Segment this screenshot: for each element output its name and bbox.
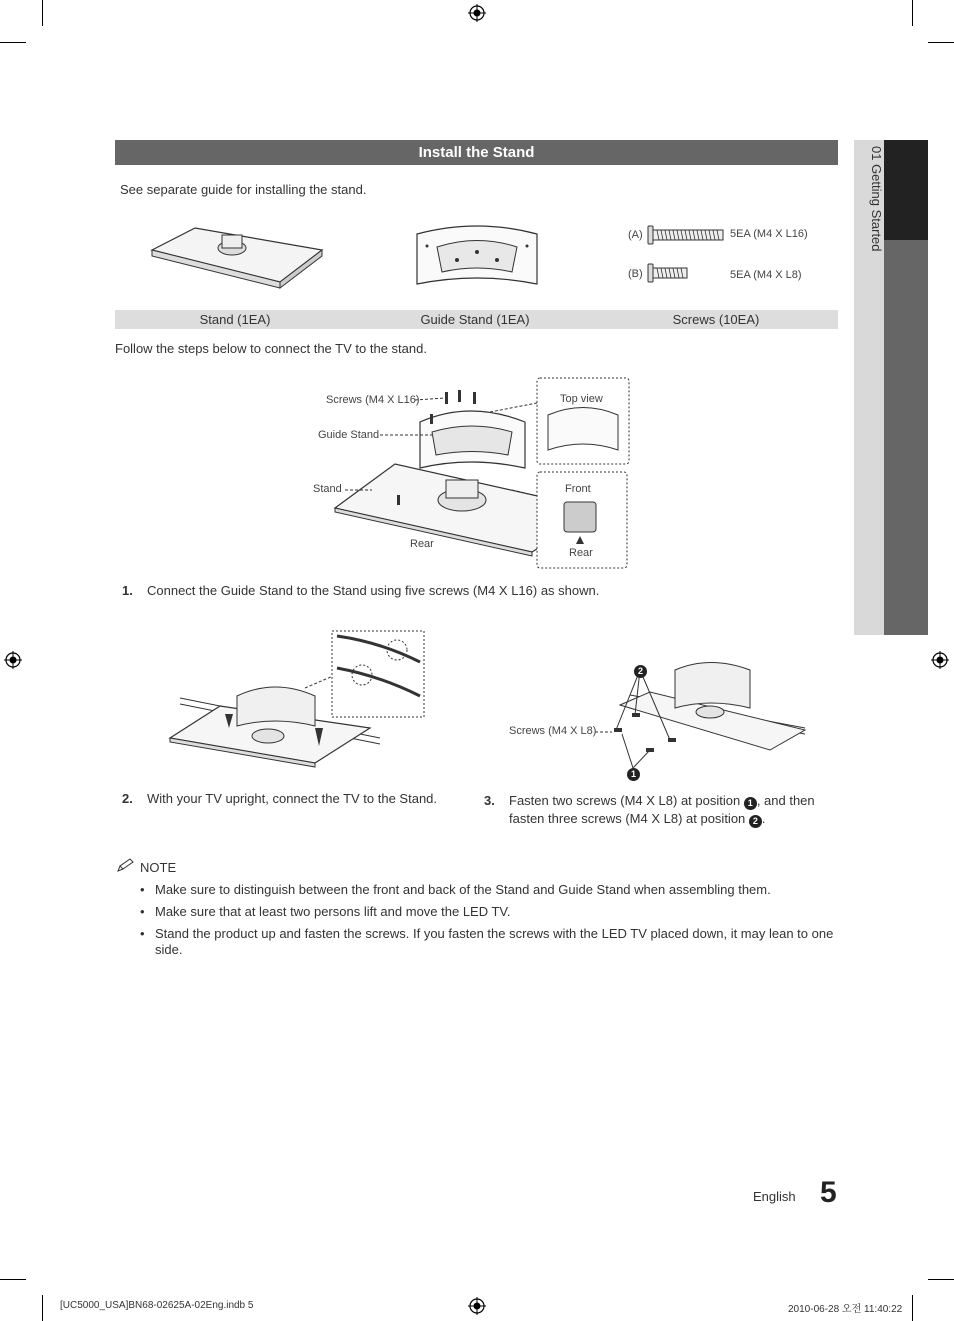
crop-mark (0, 1279, 26, 1280)
follow-text: Follow the steps below to connect the TV to the stand. (115, 341, 427, 356)
position-2-marker: 2 (634, 660, 647, 678)
print-file-info: [UC5000_USA]BN68-02625A-02Eng.indb 5 (60, 1300, 254, 1311)
note-item: Make sure that at least two persons lift and move the LED TV. (155, 904, 511, 919)
crop-mark (42, 0, 43, 26)
note-bullet: • (140, 926, 145, 941)
note-bullet: • (140, 904, 145, 919)
step-3-number: 3. (484, 793, 495, 808)
page-number: 5 (820, 1176, 837, 1209)
short-screw-icon (648, 263, 690, 283)
position-1-inline-marker: 1 (744, 797, 757, 810)
step-2-number: 2. (122, 791, 133, 806)
note-item: Make sure to distinguish between the front and back of the Stand and Guide Stand when assembling them. (155, 882, 771, 897)
stand-caption: Stand (1EA) (199, 312, 271, 327)
registration-mark-icon (468, 4, 486, 22)
screw-b-qty: 5EA (M4 X L8) (730, 269, 802, 281)
long-screw-icon (648, 225, 726, 245)
screw-b-label: (B) (628, 268, 643, 280)
position-1-marker: 1 (627, 763, 640, 781)
crop-mark (42, 1295, 43, 1321)
crop-mark (0, 42, 26, 43)
front-label: Front (565, 483, 591, 495)
components-caption-bar (115, 310, 838, 329)
stand-label: Stand (313, 483, 342, 495)
side-tab-label: 01 Getting Started (869, 146, 884, 252)
side-tab-mid-block (884, 240, 928, 635)
rear-label: Rear (410, 538, 434, 550)
crop-mark (912, 1295, 913, 1321)
tv-mount-diagram (165, 628, 430, 773)
print-date-info: 2010-06-28 오전 11:40:22 (788, 1304, 903, 1315)
step-3-text: Fasten two screws (M4 X L8) at position 1 , and then fasten three screws (M4 X L8) at position 2 . (509, 793, 815, 826)
rear-box-label: Rear (569, 547, 593, 559)
screw-a-label: (A) (628, 229, 643, 241)
registration-mark-icon (4, 651, 22, 669)
screw-fasten-diagram (590, 650, 810, 780)
note-item: Stand the product up and fasten the screws. If you fasten the screws with the LED TV placed down, it may lean to one side. (155, 926, 834, 957)
screws-l16-label: Screws (M4 X L16) (326, 394, 420, 406)
intro-text: See separate guide for installing the stand. (120, 182, 367, 197)
screws-caption: Screws (10EA) (672, 312, 760, 327)
screws-l8-label: Screws (M4 X L8) (509, 725, 597, 737)
stand-illustration (150, 220, 325, 295)
pencil-icon (117, 858, 135, 872)
guide-stand-caption: Guide Stand (1EA) (420, 312, 530, 327)
guide-stand-illustration (412, 222, 542, 292)
step-1-text: Connect the Guide Stand to the Stand using five screws (M4 X L16) as shown. (147, 583, 600, 598)
page-language: English (753, 1189, 796, 1204)
step-1-number: 1. (122, 583, 133, 598)
section-title: Install the Stand (115, 140, 838, 165)
crop-mark (928, 42, 954, 43)
screw-a-qty: 5EA (M4 X L16) (730, 228, 808, 240)
crop-mark (928, 1279, 954, 1280)
step-2-text: With your TV upright, connect the TV to the Stand. (147, 791, 438, 806)
side-tab-dark-block (884, 140, 928, 240)
note-bullet: • (140, 882, 145, 897)
guide-stand-label: Guide Stand (318, 429, 380, 441)
crop-mark (912, 0, 913, 26)
position-2-inline-marker: 2 (749, 815, 762, 828)
registration-mark-icon (468, 1297, 486, 1315)
note-title: NOTE (140, 860, 177, 875)
top-view-label: Top view (560, 393, 603, 405)
registration-mark-icon (931, 651, 949, 669)
